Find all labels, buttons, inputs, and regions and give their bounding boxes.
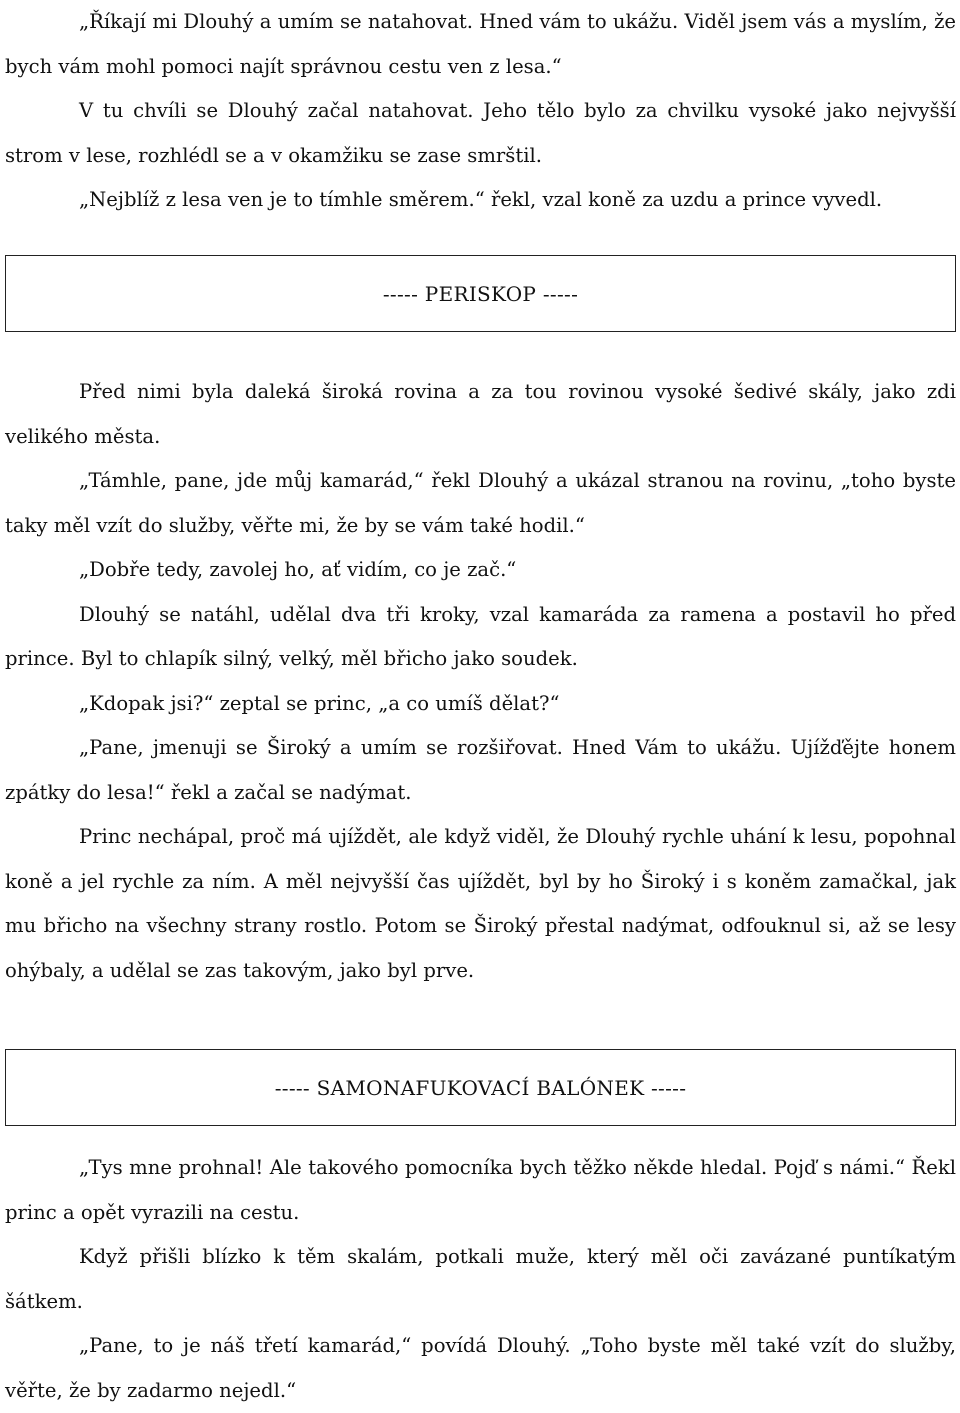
paragraph: „Kdopak jsi?“ zeptal se princ, „a co umíš dělat?“ [79, 691, 560, 715]
paragraph: „Támhle, pane, jde můj kamarád,“ řekl Dlouhý a ukázal stranou na rovinu, „toho byste taky měl vzít do služby, věřte mi, že by se vám také hodil.“ [5, 469, 956, 537]
paragraph: „Pane, to je náš třetí kamarád,“ povídá Dlouhý. „Toho byste měl také vzít do služby, věřte, že by zadarmo nejedl.“ [5, 1334, 956, 1402]
periskop-box-label: ----- PERISKOP ----- [382, 281, 579, 306]
paragraph: „Pane, jmenuji se Široký a umím se rozšiřovat. Hned Vám to ukážu. Ujížďějte honem zpátky do lesa!“ řekl a začal se nadýmat. [5, 736, 956, 804]
paragraph: Dlouhý se natáhl, udělal dva tři kroky, vzal kamaráda za ramena a postavil ho před prince. Byl to chlapík silný, velký, měl břicho jako soudek. [5, 602, 956, 670]
paragraph: Před nimi byla daleká široká rovina a za tou rovinou vysoké šedivé skály, jako zdi velikého města. [5, 380, 956, 448]
paragraph: „Tys mne prohnal! Ale takového pomocníka bych těžko někde hledal. Pojď s námi.“ Řekl princ a opět vyrazili na cestu. [5, 1156, 956, 1224]
story-section-2 [5, 370, 956, 993]
story-section-3 [5, 1146, 956, 1413]
paragraph: V tu chvíli se Dlouhý začal natahovat. Jeho tělo bylo za chvilku vysoké jako nejvyšší strom v lese, rozhlédl se a v okamžiku se zase smrštil. [5, 99, 956, 167]
story-section-1 [5, 0, 956, 223]
paragraph: Princ nechápal, proč má ujíždět, ale když viděl, že Dlouhý rychle uhání k lesu, popohnal koně a jel rychle za ním. A měl nejvyšší čas ujíždět, byl by ho Široký i s koněm zamačkal, jak mu břicho na všechny strany rostlo. Potom se Široký přestal nadýmat, odfouknul si, až se lesy ohýbaly, a udělal se zas takovým, jako byl prve. [5, 825, 956, 982]
balonek-box-label: ----- SAMONAFUKOVACÍ BALÓNEK ----- [274, 1075, 687, 1100]
paragraph: „Říkají mi Dlouhý a umím se natahovat. Hned vám to ukážu. Viděl jsem vás a myslím, že bych vám mohl pomoci najít správnou cestu ven z lesa.“ [5, 10, 956, 78]
paragraph: „Nejblíž z lesa ven je to tímhle směrem.“ řekl, vzal koně za uzdu a prince vyvedl. [79, 188, 883, 211]
paragraph: Když přišli blízko k těm skalám, potkali muže, který měl oči zavázané puntíkatým šátkem. [5, 1245, 956, 1313]
paragraph: „Dobře tedy, zavolej ho, ať vidím, co je zač.“ [79, 558, 517, 581]
periskop-box [5, 255, 956, 332]
balonek-box [5, 1049, 956, 1126]
